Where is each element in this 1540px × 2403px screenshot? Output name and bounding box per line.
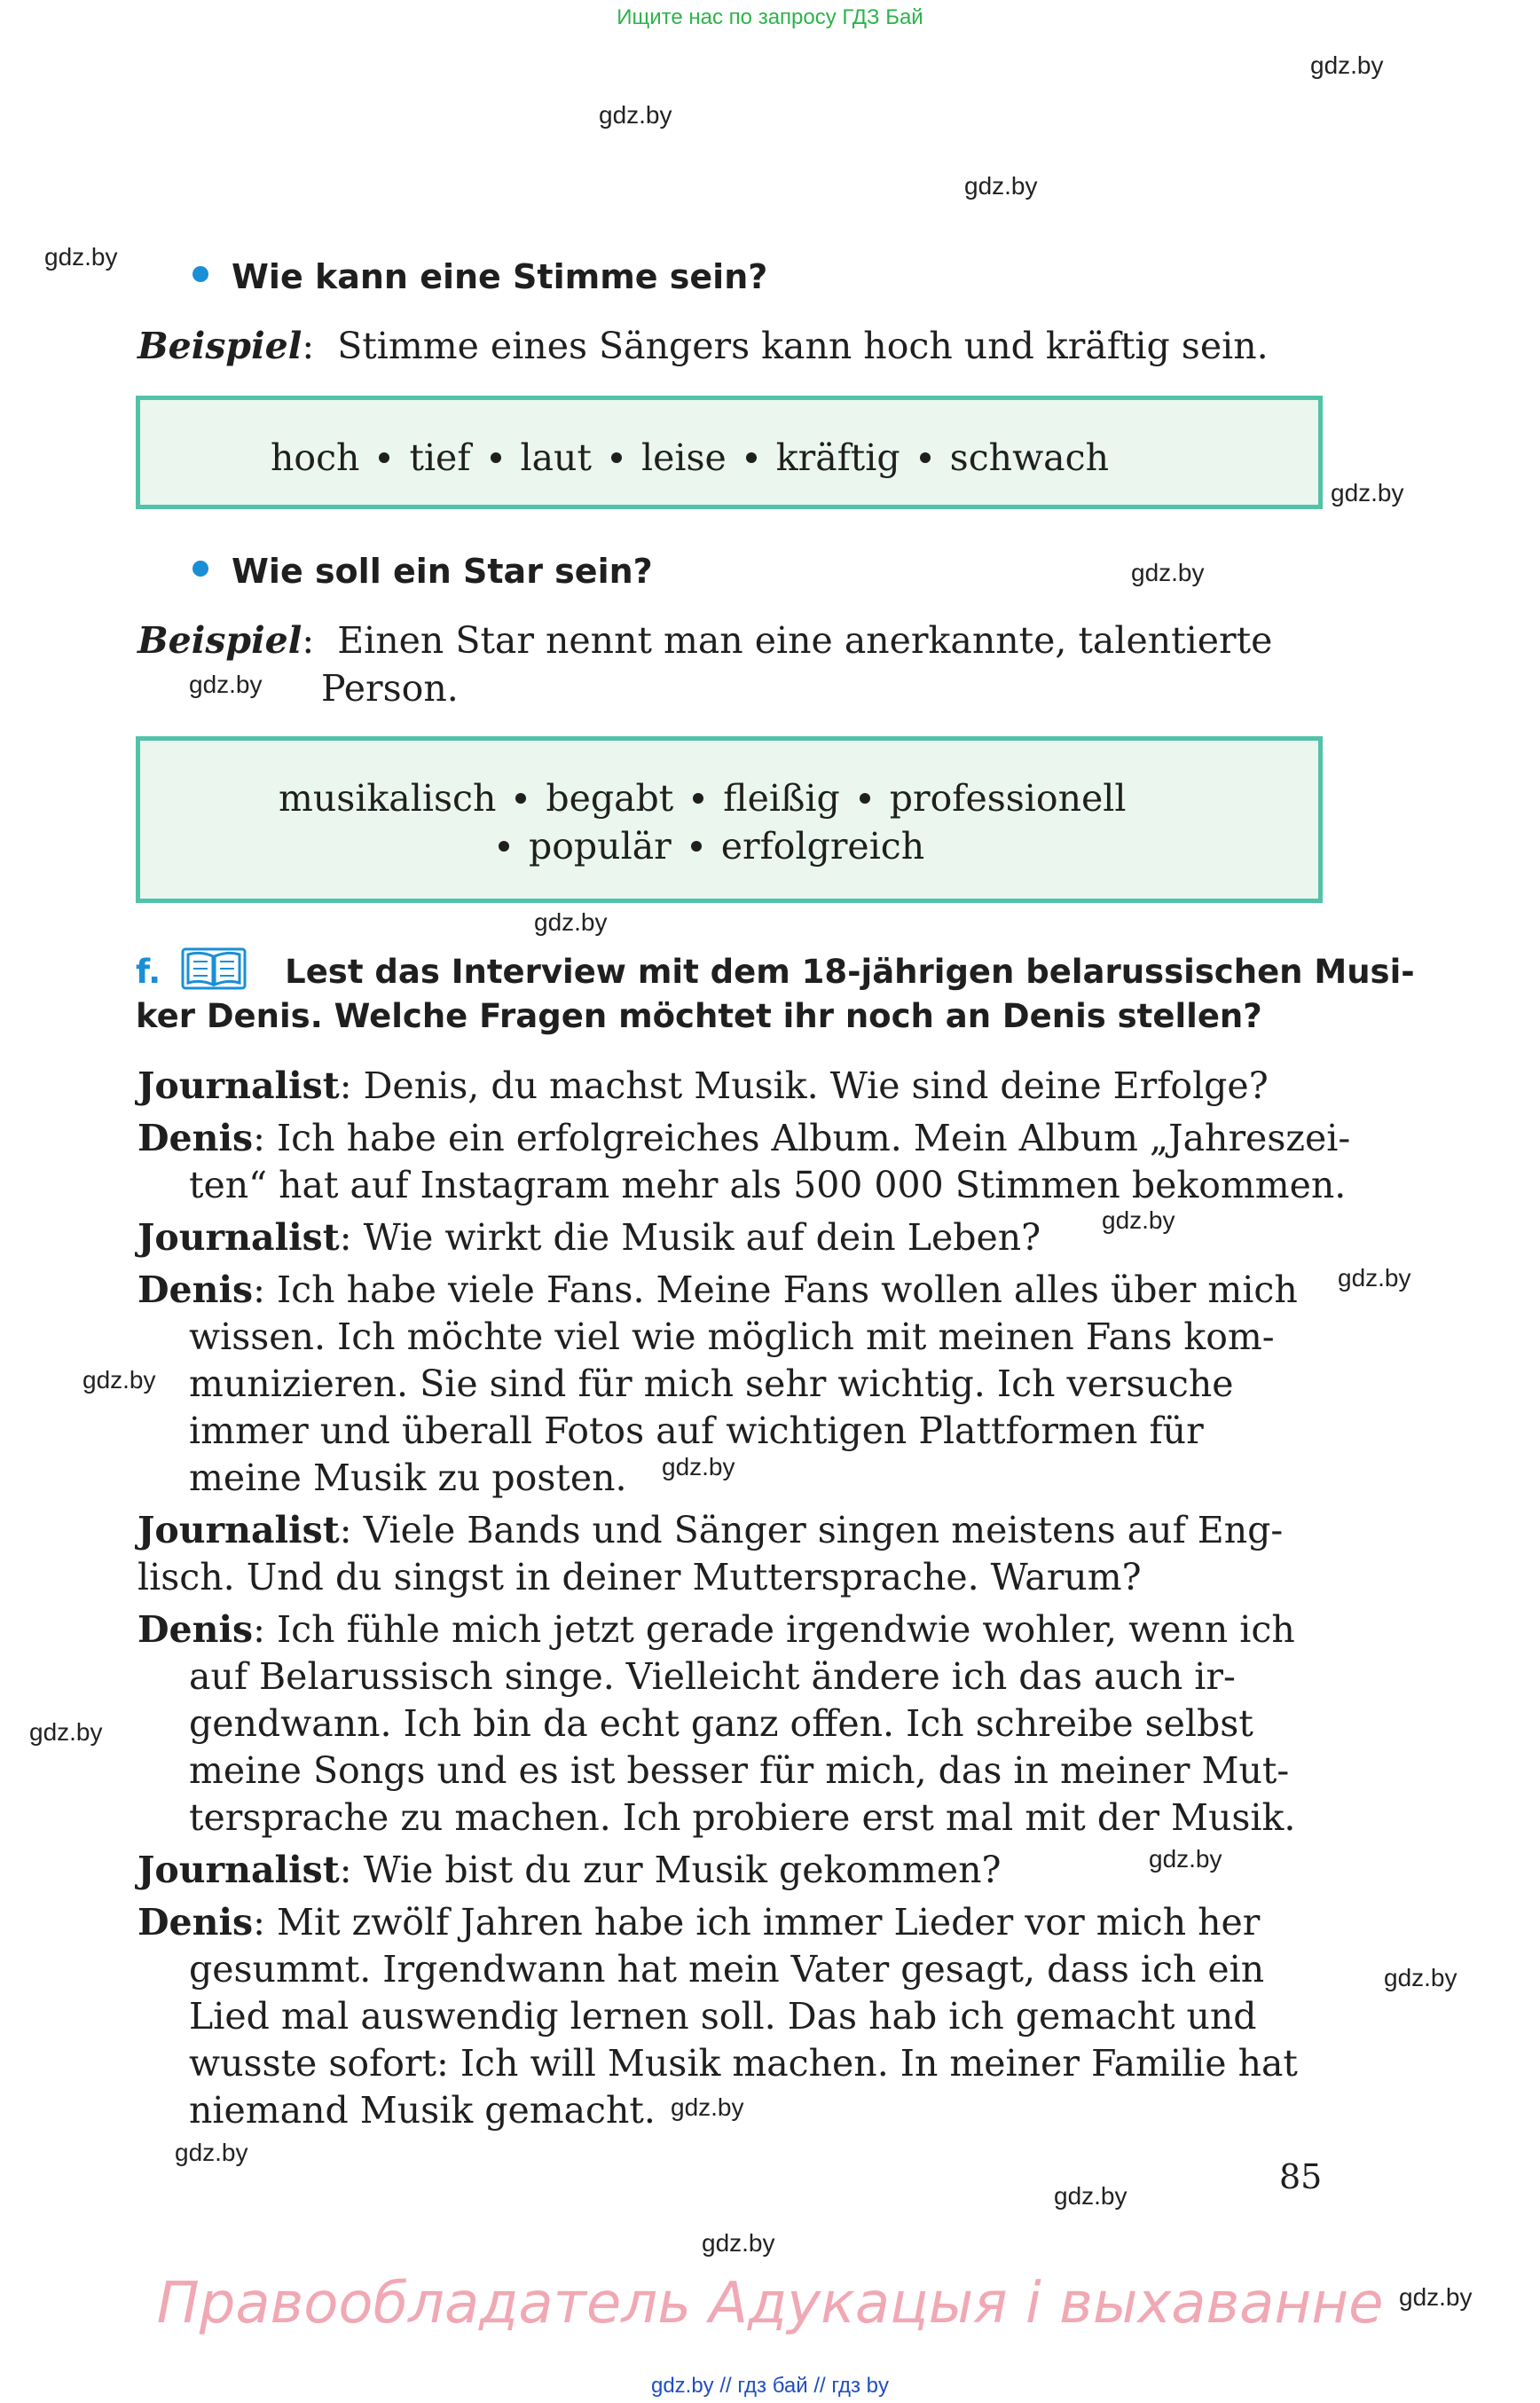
bullet-dot-icon [192,561,208,577]
watermark: gdz.by [1384,1964,1458,1991]
dialog-line: gendwann. Ich bin da echt ganz offen. Ich schreibe selbst [189,1702,1253,1745]
dialog-line: Denis: Mit zwölf Jahren habe ich immer Lieder vor mich her [138,1901,1261,1944]
footer-links[interactable]: gdz.by // гдз бай // гдз by [650,2374,890,2398]
watermark: gdz.by [964,172,1038,200]
watermark: gdz.by [1399,2283,1473,2311]
dialog-line: Journalist: Wie wirkt die Musik auf dein Leben? [138,1216,1041,1259]
example-label: Beispiel [138,619,302,662]
watermark: gdz.by [1102,1206,1175,1234]
dialog-line: wissen. Ich möchte viel wie möglich mit meinen Fans kom- [189,1315,1275,1358]
speaker-label: Journalist [138,1216,340,1259]
task-f-line2: ker Denis. Welche Fragen möchtet ihr noch an Denis stellen? [136,997,1262,1035]
dialog-line: lisch. Und du singst in deiner Muttersprache. Warum? [138,1556,1142,1598]
example-star-line2: Person. [321,667,459,710]
dialog-line: immer und überall Fotos auf wichtigen Plattformen für [189,1410,1204,1452]
word-box-star [136,736,1323,903]
bullet-dot-icon [192,266,208,282]
separator-dot-icon [379,452,389,463]
example-text: Einen Star nennt man eine anerkannte, talentierte [337,619,1273,662]
example-star: Beispiel: Einen Star nennt man eine anerkannte, talentierte [138,619,1273,662]
watermark: gdz.by [1331,479,1404,507]
dialog-line: Denis: Ich fühle mich jetzt gerade irgendwie wohler, wenn ich [138,1608,1295,1651]
watermark: gdz.by [534,908,608,936]
watermark: gdz.by [702,2229,775,2257]
separator-dot-icon [611,452,622,463]
separator-dot-icon [499,841,509,852]
watermark: gdz.by [1131,559,1205,586]
top-banner[interactable]: Ищите нас по запросу ГДЗ Бай [617,5,923,29]
separator-dot-icon [691,841,702,852]
separator-dot-icon [491,452,501,463]
speaker-label: Journalist [138,1064,340,1107]
question-star: Wie soll ein Star sein? [192,552,653,591]
separator-dot-icon [693,793,703,804]
dialog-line: Denis: Ich habe ein erfolgreiches Album. Mein Album „Jahreszei- [138,1117,1351,1159]
watermark: gdz.by [662,1453,735,1480]
watermark: gdz.by [1054,2182,1128,2210]
dialog-line: meine Musik zu posten. [189,1457,627,1499]
dialog-line: gesummt. Irgendwann hat mein Vater gesagt, dass ich ein [189,1948,1265,1991]
watermark: gdz.by [29,1718,103,1746]
dialog-line: meine Songs und es ist besser für mich, das in meiner Mut- [189,1749,1290,1792]
watermark: gdz.by [189,671,263,698]
watermark: gdz.by [82,1366,156,1394]
speaker-label: Denis [138,1608,254,1651]
question-voice: Wie kann eine Stimme sein? [192,257,767,296]
separator-dot-icon [746,452,757,463]
speaker-label: Journalist [138,1509,340,1551]
copyright-notice: Правообладатель Адукацыя і выхаванне [156,2271,1384,2336]
example-text: Stimme eines Sängers kann hoch und kräftig sein. [337,325,1269,367]
page-number: 85 [1279,2157,1323,2196]
word-list-star-row2: populär erfolgreich [479,825,924,868]
dialog-line: Lied mal auswendig lernen soll. Das hab ich gemacht und [189,1995,1257,2038]
dialog-line: Denis: Ich habe viele Fans. Meine Fans wollen alles über mich [138,1268,1298,1311]
speaker-label: Journalist [138,1849,340,1891]
task-f-line1: f. Lest das Interview mit dem 18-jährigen belarussischen Musi- [136,953,1415,991]
speaker-label: Denis [138,1901,254,1944]
example-label: Beispiel [138,325,302,367]
watermark: gdz.by [1310,51,1384,79]
watermark: gdz.by [175,2139,248,2166]
dialog-line: tersprache zu machen. Ich probiere erst mal mit der Musik. [189,1796,1296,1839]
dialog-line: wusste sofort: Ich will Musik machen. In meiner Familie hat [189,2042,1298,2085]
separator-dot-icon [515,793,526,804]
watermark: gdz.by [1338,1264,1411,1292]
watermark: gdz.by [671,2093,744,2121]
speaker-label: Denis [138,1117,254,1159]
watermark: gdz.by [599,101,672,129]
separator-dot-icon [860,793,870,804]
word-list-voice: hoch tief laut leise kräftig schwach [271,436,1109,479]
dialog-line: auf Belarussisch singe. Vielleicht ändere ich das auch ir- [189,1655,1236,1698]
dialog-line: Journalist: Viele Bands und Sänger singen meistens auf Eng- [138,1509,1284,1551]
word-list-star-row1: musikalisch begabt fleißig professionell [279,777,1127,820]
task-letter: f. [136,953,161,991]
watermark: gdz.by [1149,1845,1222,1873]
dialog-line: ten“ hat auf Instagram mehr als 500 000 Stimmen bekommen. [189,1164,1347,1206]
dialog-line: Journalist: Wie bist du zur Musik gekommen? [138,1849,1002,1891]
dialog-line: Journalist: Denis, du machst Musik. Wie sind deine Erfolge? [138,1064,1269,1107]
example-voice: Beispiel: Stimme eines Sängers kann hoch und kräftig sein. [138,325,1269,367]
dialog-line: niemand Musik gemacht. [189,2089,656,2132]
separator-dot-icon [920,452,931,463]
watermark: gdz.by [44,243,118,271]
open-book-icon [181,947,247,990]
speaker-label: Denis [138,1268,254,1311]
dialog-line: munizieren. Sie sind für mich sehr wichtig. Ich versuche [189,1362,1234,1405]
